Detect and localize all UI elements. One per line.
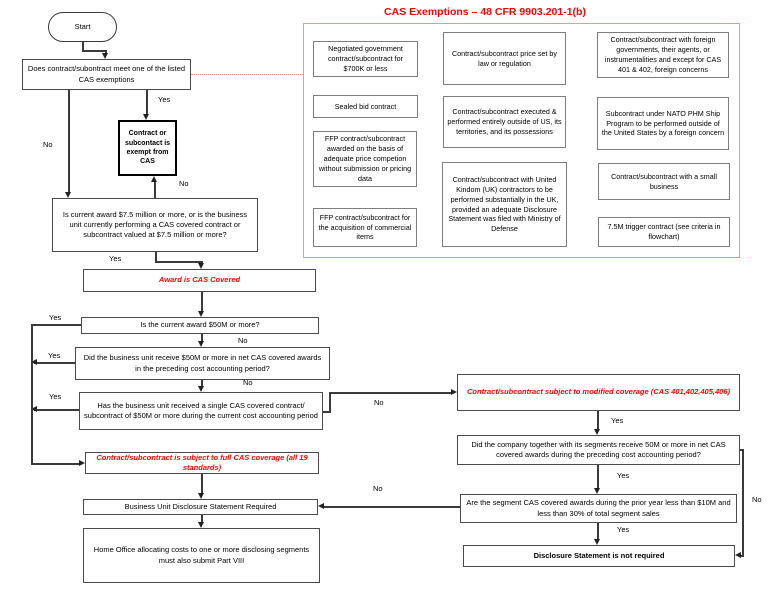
connector-line — [154, 181, 156, 198]
edge-label-no: No — [43, 140, 53, 149]
edge-label-no: No — [374, 398, 384, 407]
arrowhead — [594, 429, 600, 435]
arrowhead — [65, 192, 71, 198]
edge-label-yes: Yes — [158, 95, 171, 104]
exemption-box: Contract/subcontract with United Kindom (UK) contractors to be performed substantially in the UK, provided an adequate Disclosure Statement was filed with Ministry of Defense — [442, 162, 567, 247]
arrowhead — [198, 311, 204, 317]
node-question-50m: Is the current award $50M or more? — [81, 317, 319, 334]
edge-label-yes: Yes — [617, 471, 630, 480]
node-bu-disclosure-required: Business Unit Disclosure Statement Required — [83, 499, 318, 515]
arrowhead — [594, 488, 600, 494]
connector-line — [742, 449, 744, 557]
exemption-box: FFP contract/subcontract awarded on the basis of adequate price competion without submission or pricing data — [313, 131, 417, 187]
arrowhead — [198, 522, 204, 528]
edge-label-yes: Yes — [617, 525, 630, 534]
connector-line — [31, 324, 81, 326]
edge-label-yes: Yes — [49, 392, 62, 401]
arrowhead — [451, 389, 457, 395]
node-home-office: Home Office allocating costs to one or more disclosing segments must also submit Part VIII — [83, 528, 320, 583]
arrowhead — [143, 114, 149, 120]
connector-line — [68, 90, 70, 193]
node-exempt-from-cas: Contract or subcontact is exempt from CAS — [118, 120, 177, 176]
arrowhead — [198, 386, 204, 392]
arrowhead — [594, 539, 600, 545]
reference-dotted-line — [191, 74, 303, 75]
connector-line — [31, 463, 80, 465]
connector-line — [34, 409, 79, 411]
connector-line — [155, 261, 203, 263]
connector-line — [329, 392, 452, 394]
node-question-50m-preceding: Did the business unit receive $50M or more in net CAS covered awards in the preceding cost accounting period? — [75, 347, 330, 380]
node-full-cas-coverage: Contract/subcontract is subject to full CAS coverage (all 19 standards) — [85, 452, 319, 474]
node-modified-coverage: Contract/subcontract subject to modified coverage (CAS 401,402,405,406) — [457, 374, 740, 411]
edge-label-no: No — [179, 179, 189, 188]
exemption-box: Contract/subcontract price set by law or regulation — [443, 32, 566, 85]
connector-line — [322, 506, 460, 508]
exemption-box: FFP contract/subcontract for the acquisition of commercial items — [313, 208, 417, 247]
edge-label-no: No — [752, 495, 762, 504]
connector-line — [201, 474, 203, 494]
node-question-segment-10m: Are the segment CAS covered awards during the prior year less than $10M and less than 30% of total segment sales — [460, 494, 737, 523]
arrowhead — [102, 53, 108, 59]
connector-line — [34, 362, 75, 364]
exemption-box: 7.5M trigger contract (see criteria in flowchart) — [598, 217, 730, 247]
node-question-exemptions: Does contract/subontract meet one of the listed CAS exemptions — [22, 59, 191, 90]
exemption-box: Contract/subcontract with foreign governments, their agents, or instrumentalities and except for CAS 401 & 402, foreign concerns — [597, 32, 729, 78]
edge-label-yes: Yes — [48, 351, 61, 360]
exemption-box: Sealed bid contract — [313, 95, 418, 118]
arrowhead — [735, 552, 741, 558]
exemption-box: Contract/subcontract with a small business — [598, 163, 730, 200]
arrowhead — [198, 493, 204, 499]
connector-line — [329, 392, 331, 412]
edge-label-no: No — [238, 336, 248, 345]
node-start: Start — [48, 12, 117, 42]
exemption-box: Negotiated government contract/subcontract for $700K or less — [313, 41, 418, 77]
arrowhead — [198, 341, 204, 347]
exemption-box: Subcontract under NATO PHM Ship Program to be performed outside of the United States by a foreign concern — [597, 97, 729, 150]
arrowhead — [318, 503, 324, 509]
node-question-company-50m: Did the company together with its segments receive 50M or more in net CAS covered awards during the preceding cost accounting period? — [457, 435, 740, 465]
connector-line — [597, 523, 599, 540]
exemptions-title: CAS Exemptions – 48 CFR 9903.201-1(b) — [384, 6, 586, 18]
arrowhead — [151, 176, 157, 182]
arrowhead — [198, 263, 204, 269]
edge-label-no: No — [373, 484, 383, 493]
connector-line — [597, 465, 599, 489]
connector-line — [82, 50, 107, 52]
connector-line — [201, 292, 203, 312]
edge-label-no: No — [243, 378, 253, 387]
arrowhead — [79, 460, 85, 466]
edge-label-yes: Yes — [109, 254, 122, 263]
edge-label-yes: Yes — [611, 416, 624, 425]
node-question-7-5m: Is current award $7.5 million or more, or is the business unit currently performing a CAS covered contract or subcontract valued at $7.5 million or more? — [52, 198, 258, 252]
connector-line — [146, 90, 148, 115]
edge-label-yes: Yes — [49, 313, 62, 322]
connector-line — [597, 411, 599, 430]
node-disclosure-not-required: Disclosure Statement is not required — [463, 545, 735, 567]
node-award-cas-covered: Award is CAS Covered — [83, 269, 316, 292]
exemption-box: Contract/subcontract executed & performed entirely outside of US, its territories, and its possessions — [443, 96, 566, 148]
node-question-50m-single: Has the business unit received a single CAS covered contract/ subcontract of $50M or more during the current cost accounting period — [79, 392, 323, 430]
connector-line — [31, 324, 33, 465]
